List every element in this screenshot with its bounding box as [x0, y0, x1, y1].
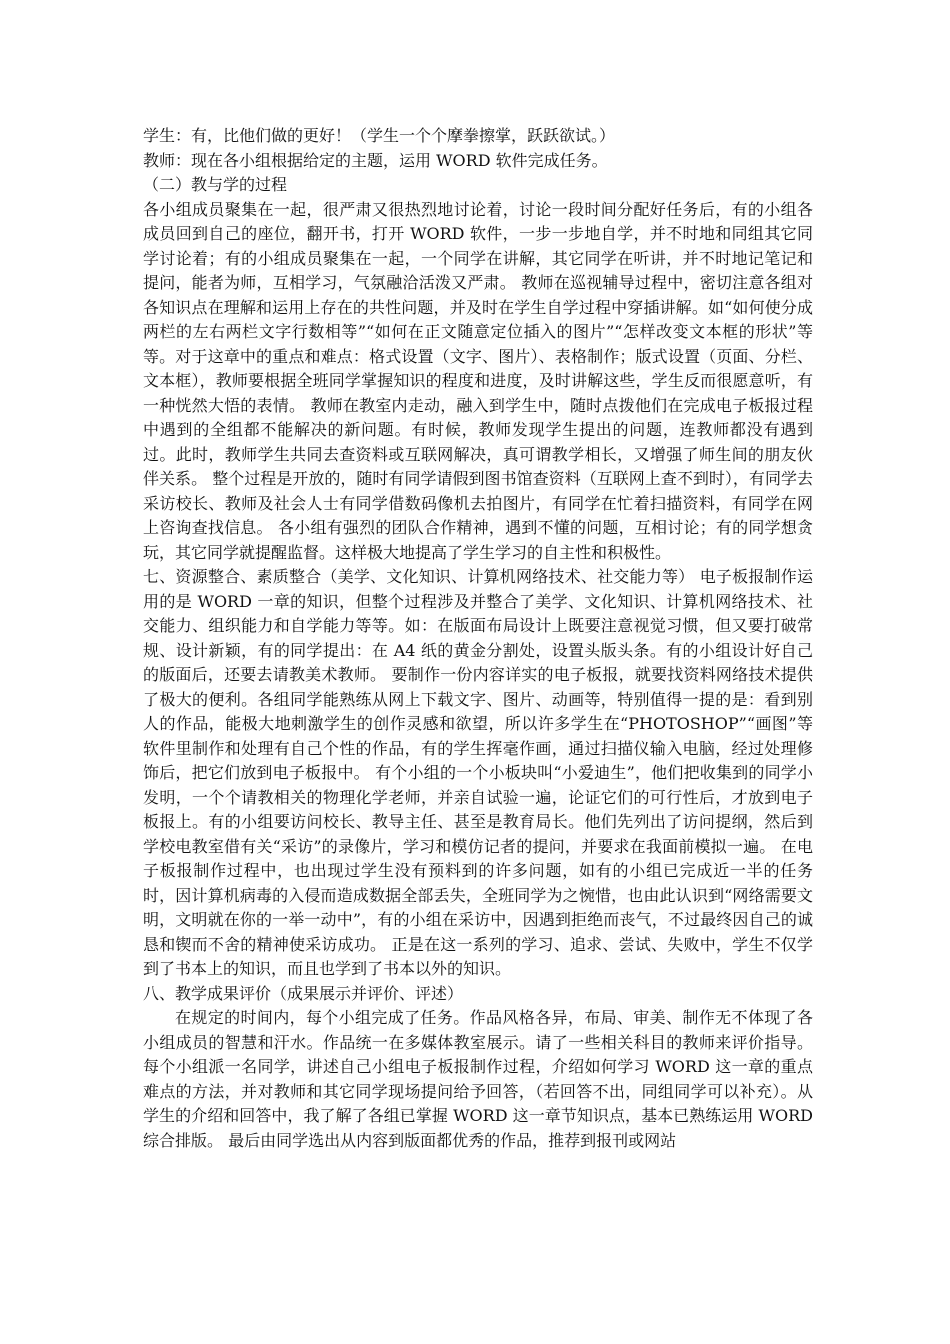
dialogue-line-teacher: 教师：现在各小组根据给定的主题，运用 WORD 软件完成任务。 [143, 150, 608, 170]
paragraph-resource-integration: 七、资源整合、素质整合（美学、文化知识、计算机网络技术、社交能力等） 电子板报制作运用的是 WORD 一章的知识，但整个过程涉及并整合了美学、文化知识、计算机网络技术、社交能力、组织能力和自学能力等等。如：在版面布局设计上既要注意视觉习惯，但又要打破常规、设计新颖，有的同学提出：在 A4 纸的黄金分割处，设置头版头条。有的小组设计好自己的版面后，还要去请教美术教师。 要制作一份内容详实的电子板报，就要找资料网络技术提供了极大的便利。各组同学能熟练从网上下载文字、图片、动画等，特别值得一提的是：看到别人的作品，能极大地刺激学生的创作灵感和欲望，所以许多学生在“PHOTOSHOP”“画图”等软件里制作和处理有自己个性的作品，有的学生挥毫作画，通过扫描仪输入电脑，经过处理修饰后，把它们放到电子板报中。 有个小组的一个小板块叫“小爱迪生”，他们把收集到的同学小发明，一个个请教相关的物理化学老师，并亲自试验一遍，论证它们的可行性后，才放到电子板报上。有的小组要访问校长、教导主任、甚至是教育局长。他们先列出了访问提纲，然后到学校电教室借有关“采访”的录像片，学习和模仿记者的提问，并要求在我面前模拟一遍。 在电子板报制作过程中，也出现过学生没有预料到的许多问题，如有的小组已完成近一半的任务时，因计算机病毒的入侵而造成数据全部丢失，全班同学为之惋惜，也由此认识到“网络需要文明，文明就在你的一举一动中”，有的小组在采访中，因遇到拒绝而丧气，不过最终因自己的诚恳和锲而不舍的精神使采访成功。 正是在这一系列的学习、追求、尝试、失败中，学生不仅学到了书本上的知识，而且也学到了书本以外的知识。 [143, 567, 813, 978]
section-heading-teaching-process: （二）教与学的过程 [143, 175, 288, 194]
document-page [143, 124, 813, 1153]
paragraph-evaluation: 在规定的时间内，每个小组完成了任务。作品风格各异，布局、审美、制作无不体现了各小组成员的智慧和汗水。作品统一在多媒体教室展示。请了一些相关科目的教师来评价指导。每个小组派一名同学，讲述自己小组电子板报制作过程，介绍如何学习 WORD 这一章的重点难点的方法，并对教师和其它同学现场提问给予回答，（若回答不出，同组同学可以补充）。从学生的介绍和回答中，我了解了各组已掌握 WORD 这一章节知识点，基本已熟练运用 WORD 综合排版。 最后由同学选出从内容到版面都优秀的作品，推荐到报刊或网站 [143, 1008, 813, 1150]
dialogue-line-student: 学生：有，比他们做的更好！（学生一个个摩拳擦掌，跃跃欲试。） [143, 126, 616, 145]
paragraph-teaching-process: 各小组成员聚集在一起，很严肃又很热烈地讨论着，讨论一段时间分配好任务后，有的小组各成员回到自己的座位，翻开书，打开 WORD 软件，一步一步地自学，并不时地和同组其它同学讨论着；有的小组成员聚集在一起，一个同学在讲解，其它同学在听讲，并不时地记笔记和提问，能者为师，互相学习，气氛融洽活泼又严肃。 教师在巡视辅导过程中，密切注意各组对各知识点在理解和运用上存在的共性问题，并及时在学生自学过程中穿插讲解。如“如何使分成两栏的左右两栏文字行数相等”“如何在正文随意定位插入的图片”“怎样改变文本框的形状”等等。对于这章中的重点和难点：格式设置（文字、图片）、表格制作；版式设置（页面、分栏、文本框），教师要根据全班同学掌握知识的程度和进度，及时讲解这些，学生反而很愿意听，有一种恍然大悟的表情。 教师在教室内走动，融入到学生中，随时点拨他们在完成电子板报过程中遇到的全组都不能解决的新问题。有时候，教师发现学生提出的问题，连教师都没有遇到过。此时，教师学生共同去查资料或互联网解决，真可谓教学相长，又增强了师生间的朋友伙伴关系。 整个过程是开放的，随时有同学请假到图书馆查资料（互联网上查不到时），有同学去采访校长、教师及社会人士有同学借数码像机去拍图片，有同学在忙着扫描资料，有同学在网上咨询查找信息。 各小组有强烈的团队合作精神，遇到不懂的问题，互相讨论；有的同学想贪玩，其它同学就提醒监督。这样极大地提高了学生学习的自主性和积极性。 [143, 199, 813, 562]
section-heading-evaluation: 八、教学成果评价（成果展示并评价、评述） [143, 983, 464, 1003]
